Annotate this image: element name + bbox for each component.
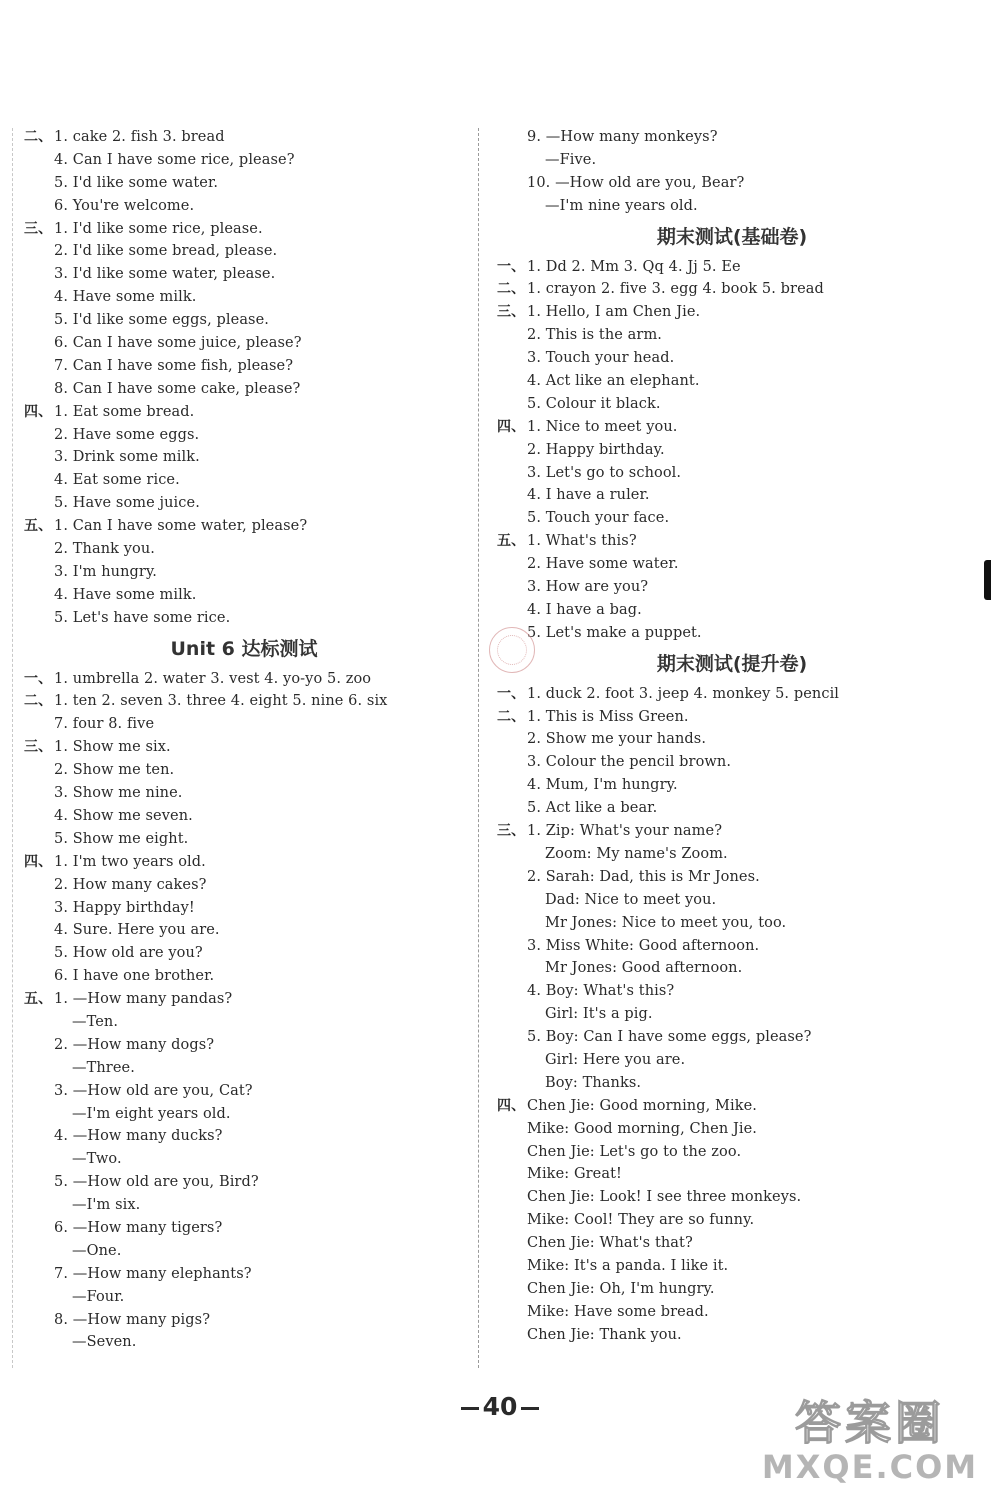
- section-marker: 三、: [497, 823, 526, 840]
- answer-text: 1. ten 2. seven 3. three 4. eight 5. nine 6. six: [54, 693, 388, 710]
- answer-text: 5. Let's have some rice.: [54, 609, 231, 626]
- answer-text: 4. Eat some rice.: [54, 472, 180, 489]
- answer-text: 1. duck 2. foot 3. jeep 4. monkey 5. pencil: [527, 685, 840, 702]
- answer-text: 9. —How many monkeys?: [527, 129, 718, 145]
- answer-line: [24, 828, 464, 851]
- answer-text: —Four.: [72, 1288, 125, 1305]
- answer-text: 2. This is the arm.: [527, 327, 663, 344]
- answer-line: [497, 797, 967, 820]
- answer-line: [24, 713, 464, 736]
- section-marker: 四、: [497, 1097, 526, 1114]
- answer-line: [24, 1331, 464, 1354]
- answer-text: Mike: It's a panda. I like it.: [527, 1257, 729, 1274]
- answer-text: 5. —How old are you, Bird?: [54, 1174, 259, 1191]
- answer-line: [497, 728, 967, 751]
- answer-text: 1. I'd like some rice, please.: [54, 220, 263, 237]
- answer-text: 3. —How old are you, Cat?: [54, 1082, 253, 1099]
- watermark: [750, 1397, 990, 1485]
- answer-line: [24, 1171, 464, 1194]
- answer-text: 2. Show me ten.: [54, 762, 175, 779]
- answer-line: [497, 912, 967, 935]
- answer-line: [497, 866, 967, 889]
- answer-line: [24, 1034, 464, 1057]
- answer-line: [497, 935, 967, 958]
- section-title: 期末测试(基础卷): [656, 225, 808, 248]
- section-title: 期末测试(提升卷): [656, 652, 808, 675]
- answer-text: Chen Jie: Let's go to the zoo.: [527, 1143, 742, 1160]
- section-marker: 二、: [497, 708, 526, 725]
- answer-line: [497, 1026, 967, 1049]
- answer-line: [24, 332, 464, 355]
- answer-line: [497, 1049, 967, 1072]
- answer-line: [24, 736, 464, 759]
- answer-text: Chen Jie: What's that?: [527, 1235, 693, 1252]
- section-marker: 二、: [24, 693, 53, 710]
- answer-line: [24, 988, 464, 1011]
- answer-text: 4. Can I have some rice, please?: [54, 151, 295, 168]
- answer-line: [24, 492, 464, 515]
- answer-line: [497, 751, 967, 774]
- answer-line: [24, 607, 464, 630]
- answer-text: Zoom: My name's Zoom.: [545, 845, 728, 862]
- answer-line: [24, 1263, 464, 1286]
- answer-text: 5. Let's make a puppet.: [527, 624, 702, 641]
- answer-line: [24, 424, 464, 447]
- answer-line: [497, 393, 967, 416]
- answer-text: Chen Jie: Thank you.: [527, 1326, 682, 1343]
- answer-line: [24, 874, 464, 897]
- answer-text: 6. —How many tigers?: [54, 1219, 223, 1236]
- answer-text: Chen Jie: Oh, I'm hungry.: [527, 1280, 715, 1297]
- answer-line: [497, 278, 967, 301]
- answer-text: 1. Nice to meet you.: [527, 418, 678, 435]
- answer-text: 8. —How many pigs?: [54, 1311, 211, 1328]
- answer-line: [497, 1324, 967, 1347]
- answer-text: 4. Show me seven.: [54, 807, 193, 824]
- answer-line: [497, 843, 967, 866]
- answer-line: [497, 195, 967, 218]
- answer-text: 5. I'd like some water.: [54, 174, 219, 191]
- answer-text: Chen Jie: Good morning, Mike.: [527, 1097, 758, 1114]
- section-marker: 三、: [24, 220, 53, 237]
- right-answer-column: [497, 126, 967, 1347]
- answer-text: —Five.: [545, 151, 597, 168]
- answer-line: [497, 347, 967, 370]
- answer-line: [24, 538, 464, 561]
- answer-text: Mr Jones: Nice to meet you, too.: [545, 914, 787, 931]
- answer-line: [497, 774, 967, 797]
- answer-line: [24, 759, 464, 782]
- answer-text: 4. Act like an elephant.: [527, 373, 700, 390]
- answer-text: —Three.: [72, 1059, 135, 1076]
- answer-line: [497, 1278, 967, 1301]
- answer-line: [497, 957, 967, 980]
- answer-text: 7. four 8. five: [54, 716, 155, 733]
- answer-text: 4. Boy: What's this?: [527, 983, 675, 1000]
- answer-text: 5. Touch your face.: [527, 510, 670, 527]
- answer-line: [24, 515, 464, 538]
- answer-line: [497, 439, 967, 462]
- answer-text: 2. Show me your hands.: [527, 731, 707, 748]
- answer-line: [497, 622, 967, 645]
- scan-edge-mark: [984, 560, 991, 600]
- answer-text: Mike: Great!: [527, 1166, 622, 1183]
- page-number-dash-left: [461, 1407, 479, 1410]
- answer-text: 4. —How many ducks?: [54, 1128, 223, 1145]
- section-title: Unit 6 达标测试: [170, 637, 318, 660]
- answer-line: [24, 401, 464, 424]
- section-marker: 五、: [497, 533, 526, 550]
- answer-line: [497, 1232, 967, 1255]
- section-marker: 三、: [24, 739, 53, 756]
- section-marker: 四、: [24, 853, 53, 870]
- answer-text: 7. Can I have some fish, please?: [54, 357, 294, 374]
- answer-line: [24, 195, 464, 218]
- answer-line: [24, 584, 464, 607]
- answer-line: [24, 942, 464, 965]
- answer-text: 5. Act like a bear.: [527, 800, 658, 817]
- answer-text: —Two.: [72, 1151, 122, 1168]
- answer-line: [24, 1217, 464, 1240]
- answer-text: 4. Sure. Here you are.: [54, 922, 220, 939]
- answer-text: 1. Zip: What's your name?: [527, 823, 723, 840]
- answer-line: [497, 1118, 967, 1141]
- answer-line: [497, 1163, 967, 1186]
- answer-text: 5. Colour it black.: [527, 395, 661, 412]
- answer-line: [24, 355, 464, 378]
- answer-line: [24, 668, 464, 691]
- watermark-site: MXQE.COM: [761, 1448, 979, 1486]
- answer-line: [497, 576, 967, 599]
- answer-text: 10. —How old are you, Bear?: [527, 174, 745, 191]
- answer-text: 7. —How many elephants?: [54, 1265, 252, 1282]
- answer-line: [24, 1309, 464, 1332]
- answer-text: 3. How are you?: [527, 579, 649, 596]
- answer-text: 3. Let's go to school.: [527, 464, 682, 481]
- answer-text: 3. I'm hungry.: [54, 563, 158, 580]
- answer-text: 6. You're welcome.: [54, 197, 195, 214]
- answer-text: 4. Have some milk.: [54, 586, 197, 603]
- answer-line: [497, 416, 967, 439]
- answer-line: [497, 599, 967, 622]
- section-marker: 一、: [497, 258, 526, 275]
- answer-text: 6. Can I have some juice, please?: [54, 335, 302, 352]
- section-marker: 二、: [24, 129, 53, 145]
- answer-line: [497, 172, 967, 195]
- answer-text: 1. What's this?: [527, 533, 637, 550]
- answer-text: 1. Show me six.: [54, 739, 171, 756]
- answer-text: 3. Touch your head.: [527, 350, 675, 367]
- answer-line: [24, 149, 464, 172]
- answer-text: 2. Sarah: Dad, this is Mr Jones.: [527, 868, 760, 885]
- answer-text: 1. cake 2. fish 3. bread: [54, 129, 225, 145]
- answer-text: Mr Jones: Good afternoon.: [545, 960, 743, 977]
- answer-line: [24, 446, 464, 469]
- answer-text: 5. Show me eight.: [54, 830, 189, 847]
- answer-line: [24, 1125, 464, 1148]
- section-marker: 四、: [497, 418, 526, 435]
- answer-text: 3. I'd like some water, please.: [54, 266, 276, 283]
- answer-line: [497, 1141, 967, 1164]
- answer-text: —I'm six.: [72, 1197, 141, 1214]
- answer-line: [497, 256, 967, 279]
- answer-line: [24, 1148, 464, 1171]
- answer-line: [24, 126, 464, 149]
- answer-text: 1. Can I have some water, please?: [54, 518, 308, 535]
- answer-line: [497, 1209, 967, 1232]
- answer-text: 3. Happy birthday!: [54, 899, 195, 916]
- answer-line: [24, 561, 464, 584]
- answer-text: —I'm eight years old.: [72, 1105, 231, 1122]
- answer-text: 3. Miss White: Good afternoon.: [527, 937, 760, 954]
- answer-text: Chen Jie: Look! I see three monkeys.: [527, 1189, 802, 1206]
- answer-text: 5. Have some juice.: [54, 495, 200, 512]
- answer-text: 1. Hello, I am Chen Jie.: [527, 304, 701, 321]
- answer-text: 2. I'd like some bread, please.: [54, 243, 278, 260]
- answer-text: 5. Boy: Can I have some eggs, please?: [527, 1029, 812, 1046]
- answer-text: 2. Have some eggs.: [54, 426, 200, 443]
- answer-line: [24, 897, 464, 920]
- answer-line: [24, 1080, 464, 1103]
- answer-text: 1. I'm two years old.: [54, 853, 206, 870]
- answer-text: 1. —How many pandas?: [54, 991, 233, 1008]
- answer-line: [497, 301, 967, 324]
- answer-text: 2. Thank you.: [54, 541, 156, 558]
- answer-text: 3. Show me nine.: [54, 785, 183, 802]
- answer-line: [24, 690, 464, 713]
- answer-line: [497, 889, 967, 912]
- answer-text: 1. This is Miss Green.: [527, 708, 689, 725]
- section-marker: 一、: [497, 685, 526, 702]
- answer-line: [24, 1194, 464, 1217]
- answer-line: [497, 553, 967, 576]
- answer-text: 1. Eat some bread.: [54, 403, 195, 420]
- page-number-dash-right: [521, 1407, 539, 1410]
- left-answer-column: [24, 126, 464, 1354]
- answer-line: [497, 462, 967, 485]
- answer-text: 3. Colour the pencil brown.: [527, 754, 732, 771]
- answer-line: [24, 1286, 464, 1309]
- answer-text: 2. Have some water.: [527, 556, 679, 573]
- answer-line: [497, 820, 967, 843]
- answer-text: 5. How old are you?: [54, 945, 203, 962]
- answer-text: Boy: Thanks.: [545, 1074, 642, 1091]
- section-marker: 四、: [24, 403, 53, 420]
- column-divider: [478, 128, 479, 1368]
- answer-text: Girl: It's a pig.: [545, 1006, 653, 1023]
- answer-line: [497, 370, 967, 393]
- answer-text: —Seven.: [72, 1334, 137, 1351]
- section-marker: 五、: [24, 518, 53, 535]
- answer-line: [497, 980, 967, 1003]
- answer-text: Mike: Cool! They are so funny.: [527, 1212, 755, 1229]
- answer-line: [24, 919, 464, 942]
- answer-line: [24, 851, 464, 874]
- answer-line: [497, 1003, 967, 1026]
- answer-line: [497, 683, 967, 706]
- answer-text: Mike: Good morning, Chen Jie.: [527, 1120, 758, 1137]
- answer-line: [24, 1057, 464, 1080]
- answer-line: [24, 218, 464, 241]
- answer-line: [497, 1186, 967, 1209]
- answer-line: [24, 965, 464, 988]
- answer-text: 3. Drink some milk.: [54, 449, 200, 466]
- answer-line: [24, 172, 464, 195]
- answer-text: —Ten.: [72, 1013, 119, 1030]
- watermark-logo: 答案圈: [795, 1396, 945, 1450]
- answer-text: 1. umbrella 2. water 3. vest 4. yo-yo 5. zoo: [54, 670, 372, 687]
- answer-text: Girl: Here you are.: [545, 1051, 686, 1068]
- answer-line: [24, 378, 464, 401]
- answer-text: —I'm nine years old.: [545, 197, 698, 214]
- answer-line: [24, 469, 464, 492]
- section-marker: 二、: [497, 281, 526, 298]
- answer-line: [24, 1103, 464, 1126]
- answer-line: [497, 1072, 967, 1095]
- answer-text: 2. How many cakes?: [54, 876, 207, 893]
- faint-stamp: [489, 627, 535, 673]
- page-number-value: 40: [482, 1392, 518, 1421]
- answer-text: 1. crayon 2. five 3. egg 4. book 5. bread: [527, 281, 824, 298]
- section-marker: 三、: [497, 304, 526, 321]
- answer-text: —One.: [72, 1242, 122, 1259]
- answer-line: [497, 484, 967, 507]
- answer-text: 4. Have some milk.: [54, 289, 197, 306]
- answer-line: [497, 324, 967, 347]
- answer-line: [24, 805, 464, 828]
- answer-line: [497, 507, 967, 530]
- answer-line: [497, 149, 967, 172]
- answer-line: [497, 126, 967, 149]
- answer-line: [497, 1255, 967, 1278]
- section-marker: 一、: [24, 670, 53, 687]
- answer-line: [24, 286, 464, 309]
- answer-line: [497, 1301, 967, 1324]
- answer-text: 8. Can I have some cake, please?: [54, 380, 301, 397]
- answer-text: Mike: Have some bread.: [527, 1303, 709, 1320]
- answer-line: [24, 1011, 464, 1034]
- answer-line: [497, 530, 967, 553]
- answer-line: [24, 240, 464, 263]
- answer-line: [24, 1240, 464, 1263]
- answer-line: [497, 1095, 967, 1118]
- answer-text: 2. —How many dogs?: [54, 1036, 215, 1053]
- answer-line: [497, 706, 967, 729]
- answer-text: 4. I have a ruler.: [527, 487, 650, 504]
- answer-text: 5. I'd like some eggs, please.: [54, 312, 269, 329]
- answer-text: Dad: Nice to meet you.: [545, 891, 717, 908]
- answer-line: [24, 263, 464, 286]
- left-margin-rule: [12, 128, 13, 1368]
- answer-text: 6. I have one brother.: [54, 968, 215, 985]
- section-marker: 五、: [24, 991, 53, 1008]
- answer-text: 4. I have a bag.: [527, 601, 642, 618]
- answer-text: 1. Dd 2. Mm 3. Qq 4. Jj 5. Ee: [527, 258, 741, 275]
- answer-line: [24, 782, 464, 805]
- answer-line: [24, 309, 464, 332]
- answer-text: 2. Happy birthday.: [527, 441, 665, 458]
- answer-text: 4. Mum, I'm hungry.: [527, 777, 678, 794]
